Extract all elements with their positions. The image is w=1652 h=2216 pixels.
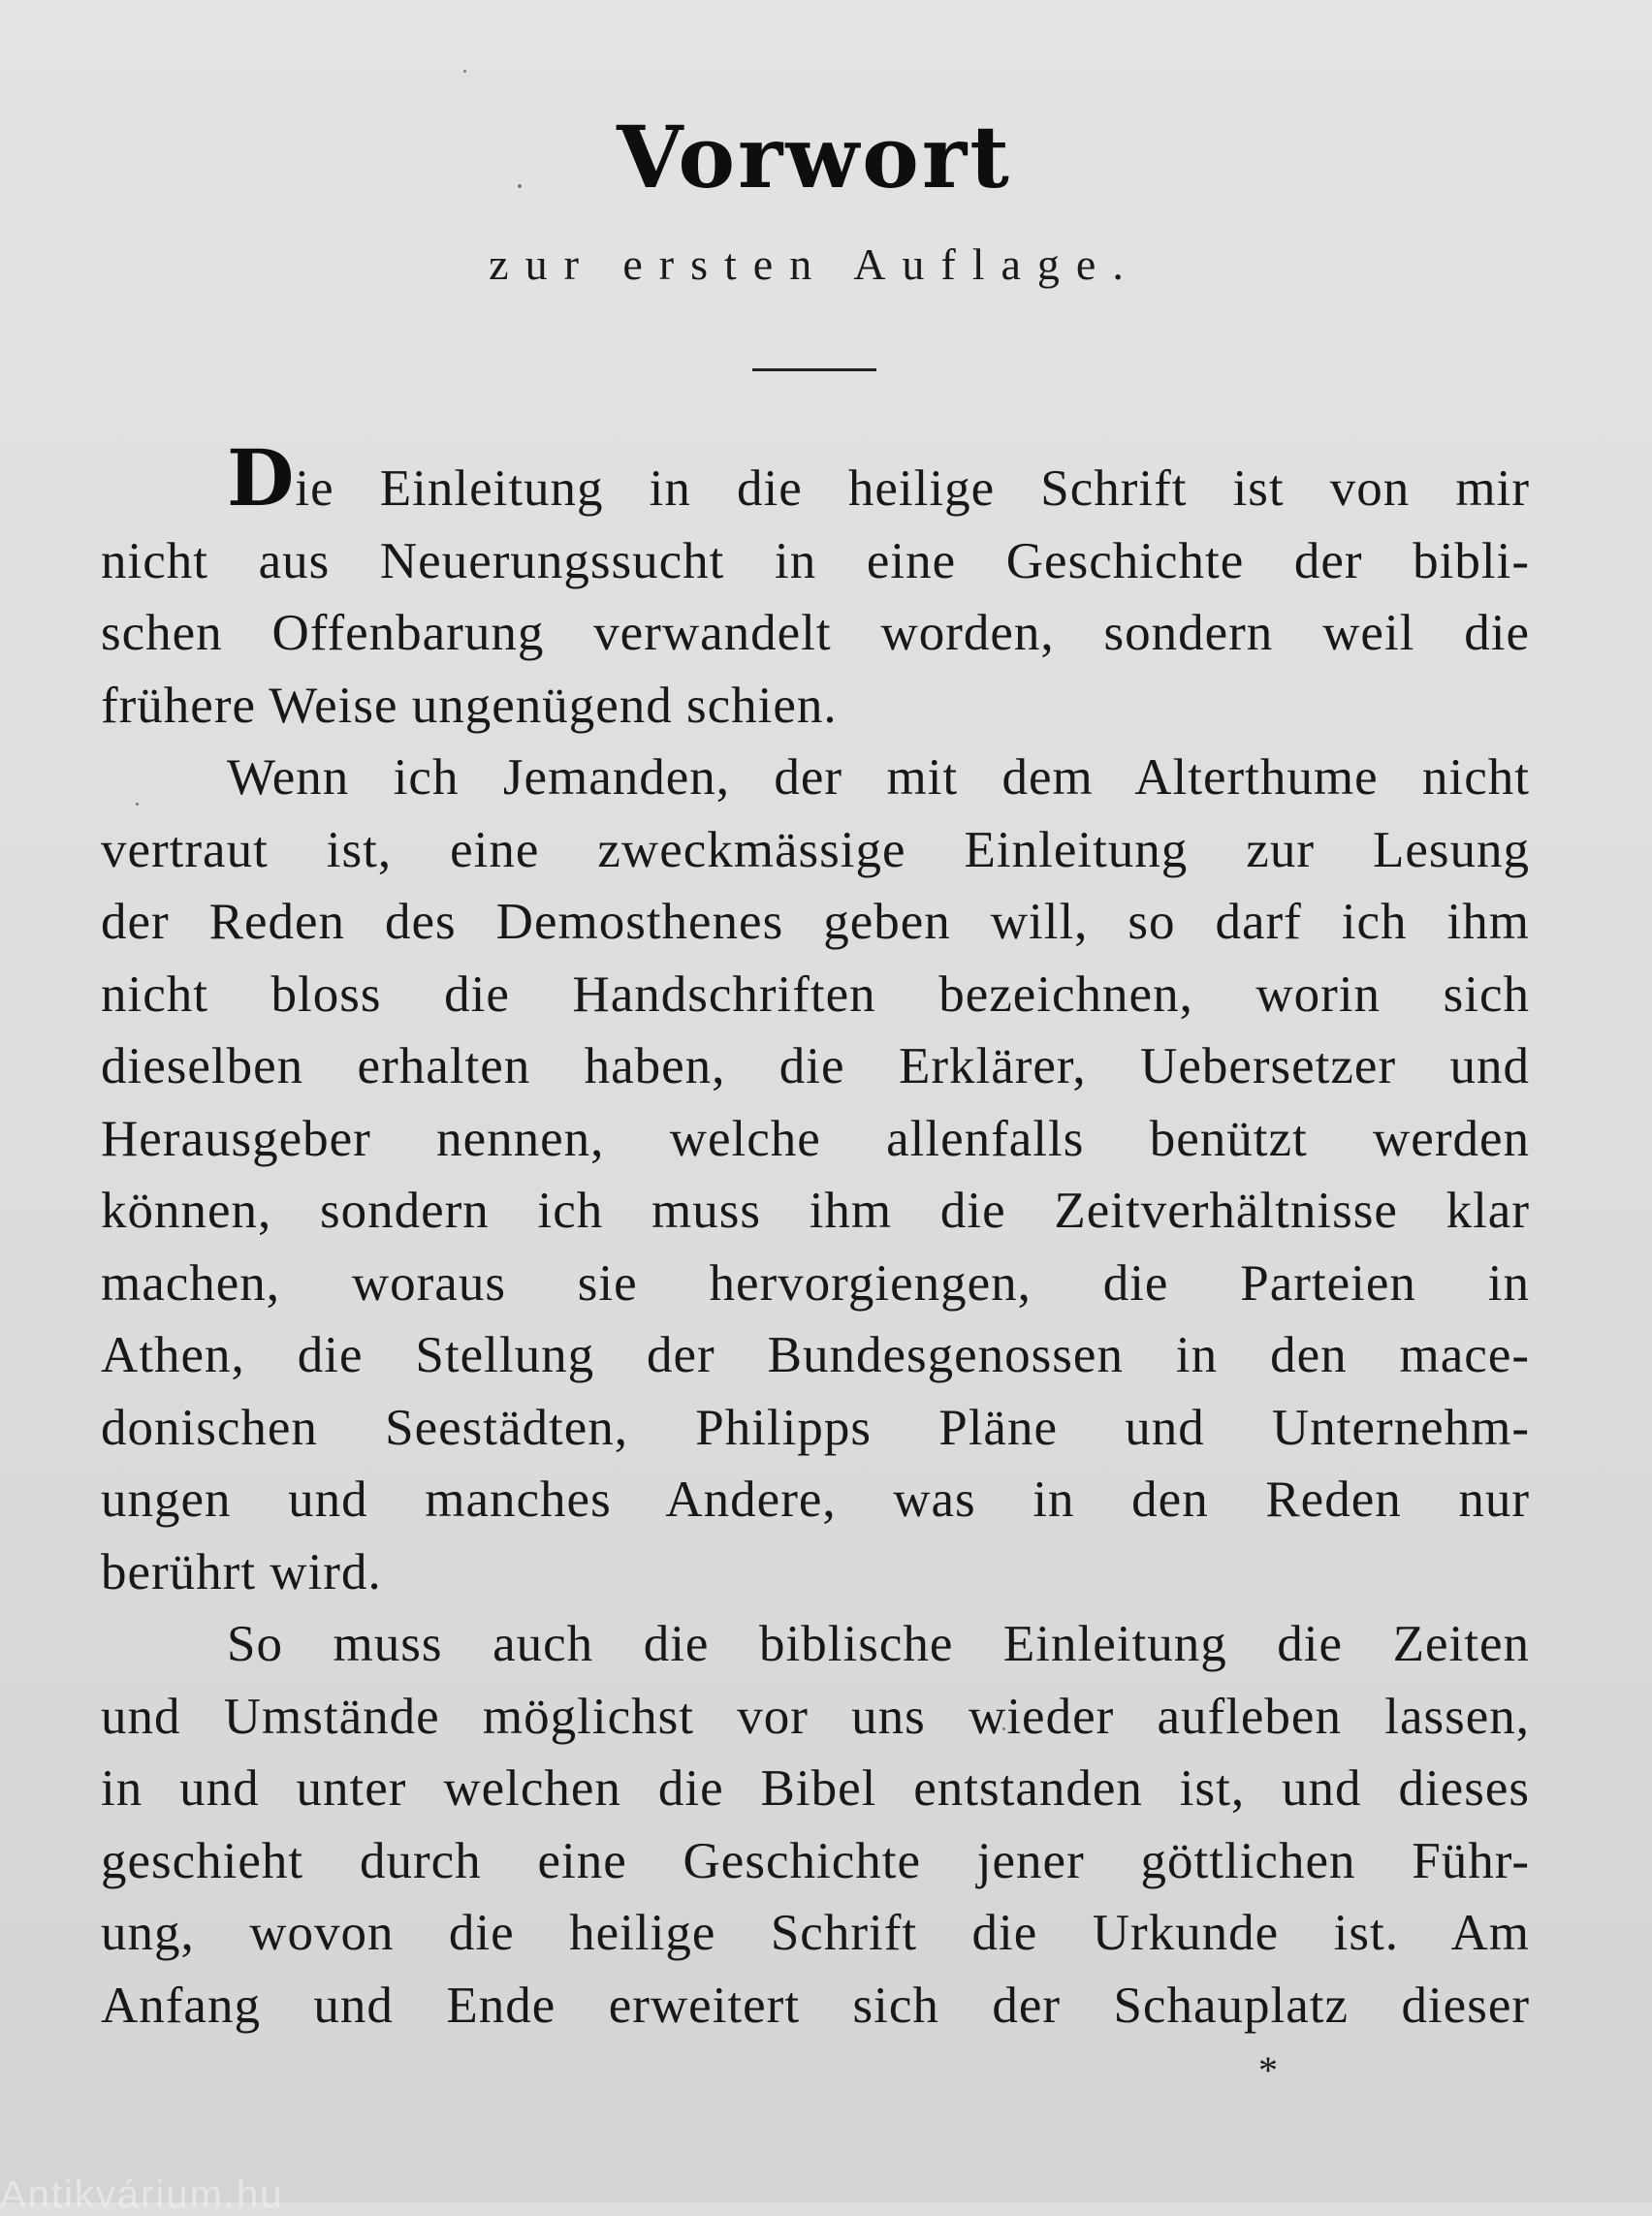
text-line: machen, woraus sie hervorgiengen, die Parteien in [101, 1254, 1530, 1312]
paragraph [101, 742, 1530, 1608]
text-line: nicht aus Neuerungssucht in eine Geschichte der bibli- [101, 532, 1530, 589]
title-divider [752, 368, 876, 371]
drop-cap: D [227, 432, 296, 523]
text-line: Herausgeber nennen, welche allenfalls benützt werden [101, 1110, 1530, 1167]
text-line: geschieht durch eine Geschichte jener göttlichen Führ- [101, 1832, 1530, 1889]
watermark: Antikvárium.hu [0, 2173, 284, 2216]
text-line: und Umstände möglichst vor uns wieder aufleben lassen, [101, 1688, 1530, 1745]
text-line: Die Einleitung in die heilige Schrift ist von mir [227, 432, 1530, 523]
page-title: Vorwort [617, 107, 1012, 207]
text-line: donischen Seestädten, Philipps Pläne und Unternehm- [101, 1399, 1530, 1456]
text-line: der Reden des Demosthenes geben will, so darf ich ihm [101, 894, 1530, 950]
text-line: berührt wird. [101, 1543, 382, 1600]
body-text [101, 432, 1530, 2042]
paper-speck [463, 70, 466, 73]
text-line: schen Offenbarung verwandelt worden, sondern weil die [101, 605, 1530, 661]
text-line: frühere Weise ungenügend schien. [101, 677, 838, 734]
page-subtitle: zur ersten Auflage. [489, 239, 1140, 289]
text-line: Wenn ich Jemanden, der mit dem Alterthume nicht [227, 749, 1530, 806]
text-line: So muss auch die biblische Einleitung die Zeiten [227, 1616, 1530, 1672]
paragraph [101, 432, 1530, 742]
text-line: nicht bloss die Handschriften bezeichnen, worin sich [101, 966, 1530, 1023]
signature-mark: * [1258, 2048, 1278, 2092]
text-line: vertraut ist, eine zweckmässige Einleitung zur Lesung [101, 821, 1530, 878]
text-line: können, sondern ich muss ihm die Zeitverhältnisse klar [101, 1183, 1530, 1239]
text-line: Athen, die Stellung der Bundesgenossen in den mace- [101, 1327, 1530, 1383]
text-line: in und unter welchen die Bibel entstanden ist, und dieses [101, 1760, 1530, 1817]
text-line: ung, wovon die heilige Schrift die Urkunde ist. Am [101, 1905, 1530, 1961]
text-line: Anfang und Ende erweitert sich der Schauplatz dieser [101, 1977, 1530, 2034]
text-line: ungen und manches Andere, was in den Reden nur [101, 1472, 1530, 1528]
paragraph [101, 1608, 1530, 2042]
text-line: dieselben erhalten haben, die Erklärer, Uebersetzer und [101, 1038, 1530, 1094]
